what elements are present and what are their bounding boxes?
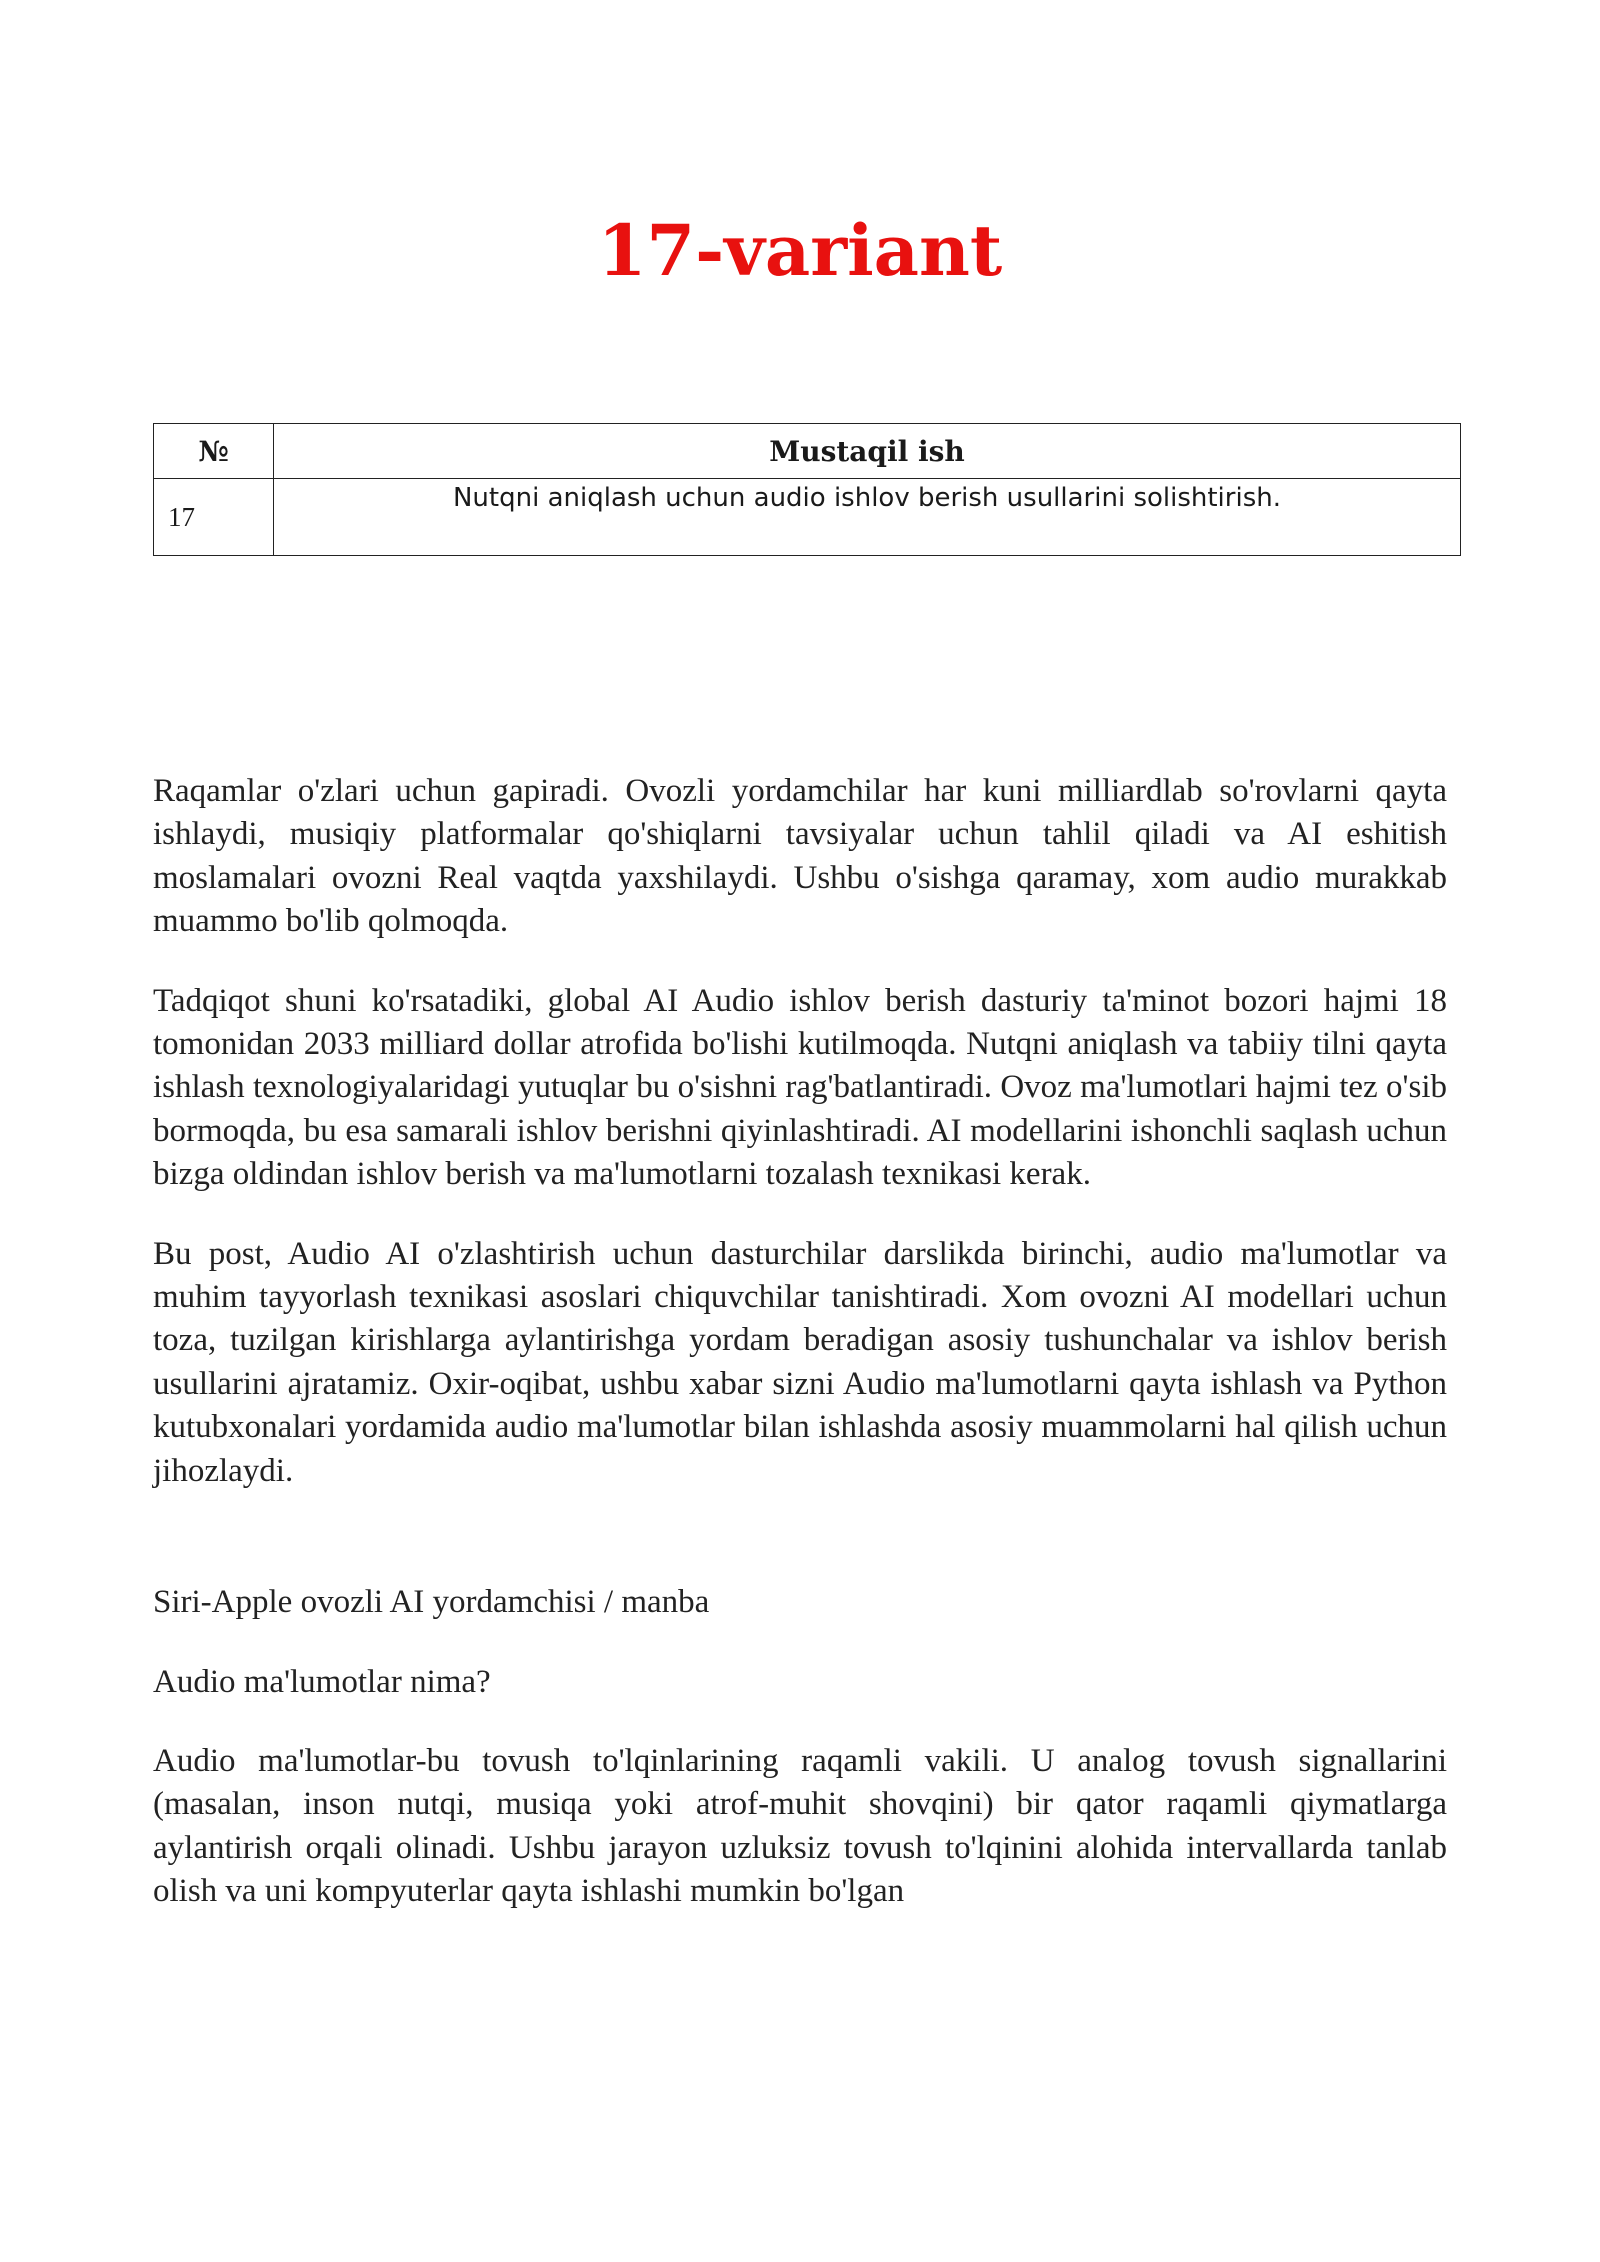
paragraph-post-overview: Bu post, Audio AI o'zlashtirish uchun dasturchilar darslikda birinchi, audio ma'lumotlar va muhim tayyorlash texnikasi asoslari chiquvchilar tanishtiradi. Xom ovozni AI modellari uchun toza, tuzilgan kirishlarga aylantirishga yordam beradigan asosiy tushunchalar va ishlov berish usullarini ajratamiz. Oxir-oqibat, ushbu xabar sizni Audio ma'lumotlarni qayta ishlash va Python kutubxonalari yordamida audio ma'lumotlar bilan ishlashda asosiy muammolarni hal qilish uchun jihozlaydi. bbox=[153, 1235, 1447, 1489]
table-header-row bbox=[154, 424, 1461, 479]
column-header-number: № bbox=[154, 424, 274, 479]
page-title: 17-variant bbox=[597, 209, 1003, 292]
task-number-cell: 17 bbox=[154, 479, 274, 556]
paragraph-market: Tadqiqot shuni ko'rsatadiki, global AI Audio ishlov berish dasturiy ta'minot bozori hajmi 18 tomonidan 2033 milliard dollar atrofida bo'lishi kutilmoqda. Nutqni aniqlash va tabiiy tilni qayta ishlash texnologiyalaridagi yutuqlar bu o'sishni rag'batlantiradi. Ovoz ma'lumotlari hajmi tez o'sib bormoqda, bu esa samarali ishlov berishni qiyinlashtiradi. AI modellarini ishonchli saqlash uchun bizga oldindan ishlov berish va ma'lumotlarni tozalash texnikasi kerak. bbox=[153, 982, 1447, 1193]
task-topic-cell bbox=[274, 479, 1461, 556]
section-heading: Audio ma'lumotlar nima? bbox=[153, 1663, 491, 1700]
task-table bbox=[153, 423, 1461, 556]
paragraph-audio-definition: Audio ma'lumotlar-bu tovush to'lqinlarining raqamli vakili. U analog tovush signallarini (masalan, inson nutqi, musiqa yoki atrof-muhit shovqini) bir qator raqamli qiymatlarga aylantirish orqali olinadi. Ushbu jarayon uzluksiz tovush to'lqinini alohida intervallarda tanlab olish va uni kompyuterlar qayta ishlashi mumkin bo'lgan bbox=[153, 1742, 1447, 1910]
body-text bbox=[153, 770, 1447, 1950]
task-topic-text: Nutqni aniqlash uchun audio ishlov berish usullarini solishtirish. bbox=[452, 483, 1281, 513]
paragraph-intro: Raqamlar o'zlari uchun gapiradi. Ovozli yordamchilar har kuni milliardlab so'rovlarni qayta ishlaydi, musiqiy platformalar qo'shiqlarni tavsiyalar uchun tahlil qiladi va AI eshitish moslamalari ovozni Real vaqtda yaxshilaydi. Ushbu o'sishga qaramay, xom audio murakkab muammo bo'lib qolmoqda. bbox=[153, 773, 1447, 940]
column-header-task: Mustaqil ish bbox=[274, 424, 1461, 479]
table-row bbox=[154, 479, 1461, 556]
image-caption: Siri-Apple ovozli AI yordamchisi / manba bbox=[153, 1584, 710, 1621]
